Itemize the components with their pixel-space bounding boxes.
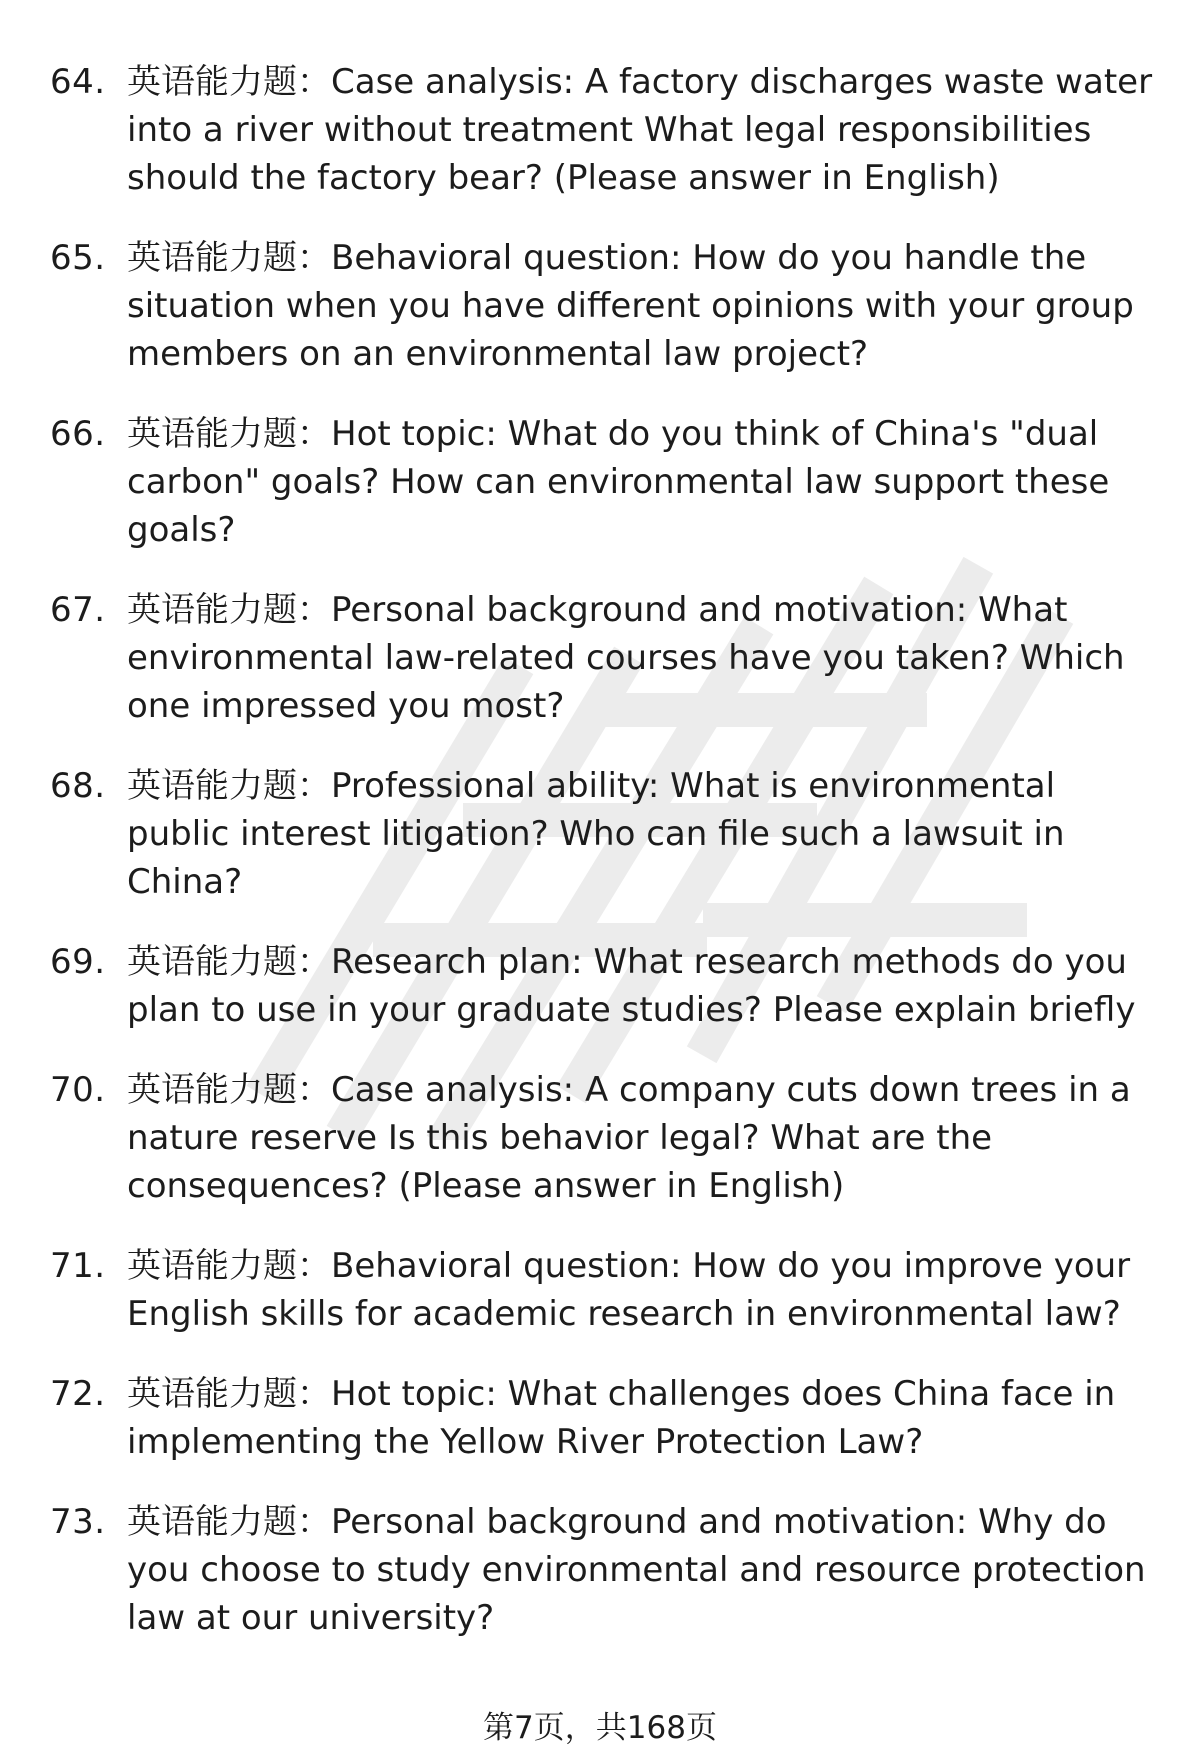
question-body: Case analysis: A factory discharges waste water into a river without treatment What legal responsibilities should the factory bear? (Please answer in English) bbox=[127, 62, 1153, 198]
question-body: Professional ability: What is environmental public interest litigation? Who can file such a lawsuit in China? bbox=[127, 766, 1065, 902]
question-label: 英语能力题： bbox=[127, 766, 331, 806]
question-body: Personal background and motivation: What environmental law-related courses have you taken? Which one impressed you most? bbox=[127, 590, 1125, 726]
question-label: 英语能力题： bbox=[127, 1070, 331, 1110]
question-item bbox=[0, 58, 1200, 202]
question-label: 英语能力题： bbox=[127, 1246, 331, 1286]
question-text bbox=[127, 1370, 1167, 1466]
question-text bbox=[127, 586, 1167, 730]
question-text bbox=[127, 1066, 1167, 1210]
question-body: Behavioral question: How do you improve your English skills for academic research in environmental law? bbox=[127, 1246, 1131, 1334]
question-text bbox=[127, 762, 1167, 906]
question-number: 65. bbox=[50, 238, 106, 278]
question-body: Hot topic: What do you think of China's "dual carbon" goals? How can environmental law support these goals? bbox=[127, 414, 1110, 550]
question-text bbox=[127, 1242, 1167, 1338]
question-item bbox=[0, 938, 1200, 1034]
question-item bbox=[0, 410, 1200, 554]
question-number: 72. bbox=[50, 1374, 106, 1414]
question-number: 68. bbox=[50, 766, 106, 806]
question-body: Case analysis: A company cuts down trees in a nature reserve Is this behavior legal? What are the consequences? (Please answer in English) bbox=[127, 1070, 1131, 1206]
question-text bbox=[127, 58, 1167, 202]
question-text bbox=[127, 410, 1167, 554]
question-body: Hot topic: What challenges does China face in implementing the Yellow River Protection Law? bbox=[127, 1374, 1116, 1462]
question-number: 71. bbox=[50, 1246, 106, 1286]
question-label: 英语能力题： bbox=[127, 62, 331, 102]
question-label: 英语能力题： bbox=[127, 414, 331, 454]
question-label: 英语能力题： bbox=[127, 942, 331, 982]
question-item bbox=[0, 1498, 1200, 1642]
question-label: 英语能力题： bbox=[127, 238, 331, 278]
question-body: Research plan: What research methods do you plan to use in your graduate studies? Please explain briefly bbox=[127, 942, 1136, 1030]
question-item bbox=[0, 762, 1200, 906]
question-text bbox=[127, 234, 1167, 378]
question-number: 70. bbox=[50, 1070, 106, 1110]
question-item bbox=[0, 1066, 1200, 1210]
page-footer: 第7页，共168页 bbox=[483, 1710, 717, 1746]
question-number: 66. bbox=[50, 414, 106, 454]
question-label: 英语能力题： bbox=[127, 1502, 331, 1542]
question-text bbox=[127, 1498, 1167, 1642]
question-body: Behavioral question: How do you handle the situation when you have different opinions with your group members on an environmental law project? bbox=[127, 238, 1134, 374]
question-item bbox=[0, 1242, 1200, 1338]
question-item bbox=[0, 1370, 1200, 1466]
question-body: Personal background and motivation: Why do you choose to study environmental and resource protection law at our university? bbox=[127, 1502, 1146, 1638]
question-text bbox=[127, 938, 1167, 1034]
question-label: 英语能力题： bbox=[127, 1374, 331, 1414]
question-item bbox=[0, 586, 1200, 730]
question-label: 英语能力题： bbox=[127, 590, 331, 630]
question-number: 67. bbox=[50, 590, 106, 630]
question-item bbox=[0, 234, 1200, 378]
question-number: 69. bbox=[50, 942, 106, 982]
question-number: 64. bbox=[50, 62, 106, 102]
question-list bbox=[0, 58, 1200, 1674]
question-number: 73. bbox=[50, 1502, 106, 1542]
